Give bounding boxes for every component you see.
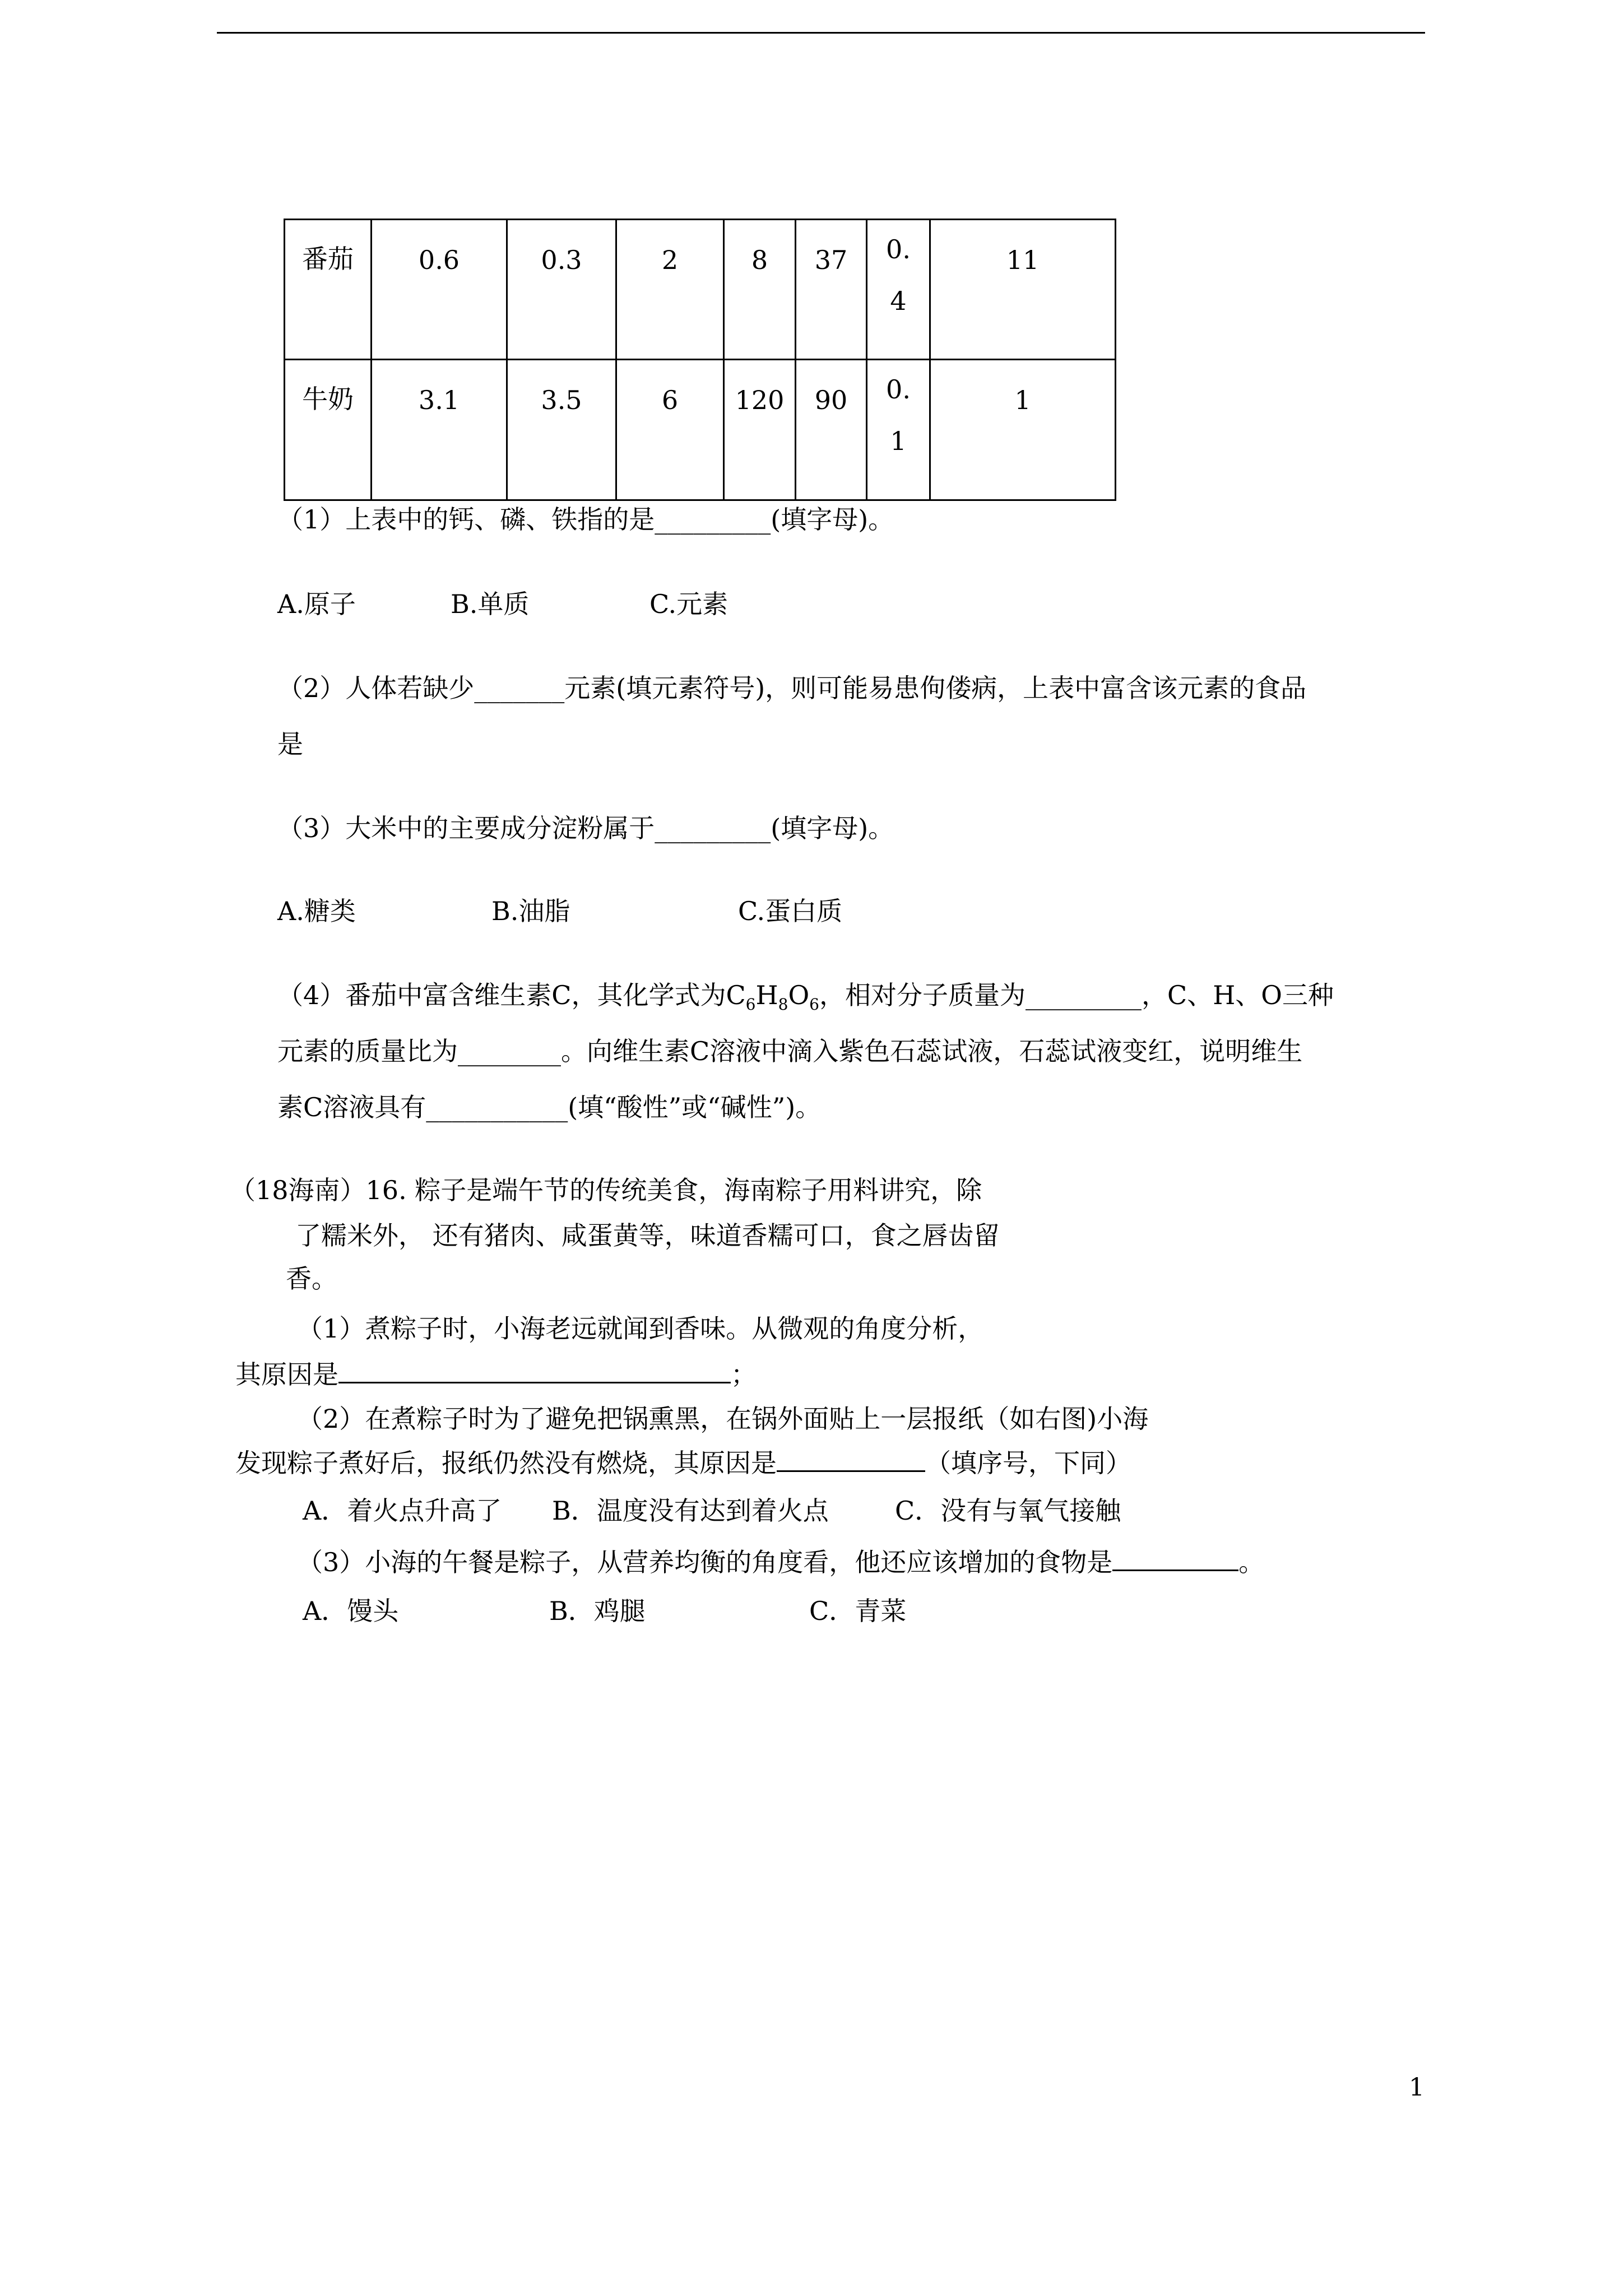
table-cell: 3.5 [507,360,616,500]
text: 发现粽子煮好后，报纸仍然没有燃烧，其原因是 [235,1448,777,1478]
table-cell: 37 [796,220,867,360]
subscript: 8 [778,995,788,1014]
text: 其原因是 [235,1359,338,1390]
table-cell: 90 [796,360,867,500]
answer-blank[interactable] [777,1448,925,1472]
cell-part: 1 [890,426,907,456]
text: （3）小海的午餐是粽子，从营养均衡的角度看，他还应该增加的食物是 [297,1547,1113,1577]
table-cell [867,220,930,360]
chemical-formula [726,980,819,1014]
question-2-line: （2）人体若缺少_______元素(填元素符号)，则可能易患佝偻病，上表中富含该元素的食品 [277,673,1307,703]
element: O [788,980,810,1010]
element: H [755,980,778,1010]
table-cell: 6 [616,360,724,500]
question-1: （1）上表中的钙、磷、铁指的是_________(填字母)。 [277,504,894,535]
option: A．着火点升高了 [303,1496,502,1526]
cell-part: 4 [890,286,907,316]
table-cell: 0.3 [507,220,616,360]
q16-part2: （2）在煮粽子时为了避免把锅熏黑，在锅外面贴上一层报纸（如右图)小海 [297,1404,1149,1434]
q16-stem: 了糯米外， 还有猪肉、咸蛋黄等，味道香糯可口，食之唇齿留 [295,1220,1000,1251]
answer-blank[interactable] [338,1359,731,1383]
element: C [726,980,746,1010]
option: C．青菜 [809,1596,907,1626]
question-4-line: 素C溶液具有___________(填“酸性”或“碱性”)。 [277,1092,822,1122]
table-cell: 120 [724,360,796,500]
question-3: （3）大米中的主要成分淀粉属于_________(填字母)。 [277,813,894,843]
q16-part2 [235,1447,1131,1479]
answer-blank[interactable] [1112,1547,1238,1571]
option: C．没有与氧气接触 [895,1496,1121,1526]
question-2-line: 是 [277,729,303,759]
cell-part: 0. [886,374,911,405]
q16-stem: （18海南）16. 粽子是端午节的传统美食，海南粽子用料讲究，除 [230,1175,982,1205]
option: B．鸡腿 [549,1596,646,1626]
table-cell: 0.6 [372,220,507,360]
subscript: 6 [809,995,819,1014]
table-row [285,360,1116,500]
option: A．馒头 [303,1596,399,1626]
option: B.油脂 [491,896,570,926]
cell-part: 0. [886,234,911,264]
option: B.单质 [451,589,530,619]
table-cell: 2 [616,220,724,360]
q16-part3 [297,1547,1264,1578]
nutrition-table [284,219,1116,501]
text: （4）番茄中富含维生素C，其化学式为 [277,980,726,1010]
table-cell: 11 [930,220,1116,360]
q16-stem: 香。 [286,1264,337,1294]
table-row [285,220,1116,360]
text: 。 [1238,1547,1265,1577]
question-4-line [277,979,1334,1020]
header-rule [217,32,1425,34]
subscript: 6 [745,995,756,1014]
question-4-line: 元素的质量比为________。向维生素C溶液中滴入紫色石蕊试液，石蕊试液变红，说明维生 [277,1036,1303,1066]
table-cell: 1 [930,360,1116,500]
option: C.蛋白质 [738,896,843,926]
table-cell: 3.1 [372,360,507,500]
text: （填序号，下同） [925,1448,1131,1478]
option: B．温度没有达到着火点 [552,1496,829,1526]
row-label: 牛奶 [285,360,372,500]
text: ，相对分子质量为_________，C、H、O三种 [819,980,1334,1010]
option: A.糖类 [277,896,356,926]
option: C.元素 [649,589,729,619]
table-cell [867,360,930,500]
text: ； [731,1359,757,1390]
q16-part1 [235,1359,757,1390]
row-label: 番茄 [285,220,372,360]
q16-part1: （1）煮粽子时，小海老远就闻到香味。从微观的角度分析， [297,1313,984,1344]
option: A.原子 [277,589,356,619]
page-number: 1 [1409,2073,1425,2102]
table-cell: 8 [724,220,796,360]
